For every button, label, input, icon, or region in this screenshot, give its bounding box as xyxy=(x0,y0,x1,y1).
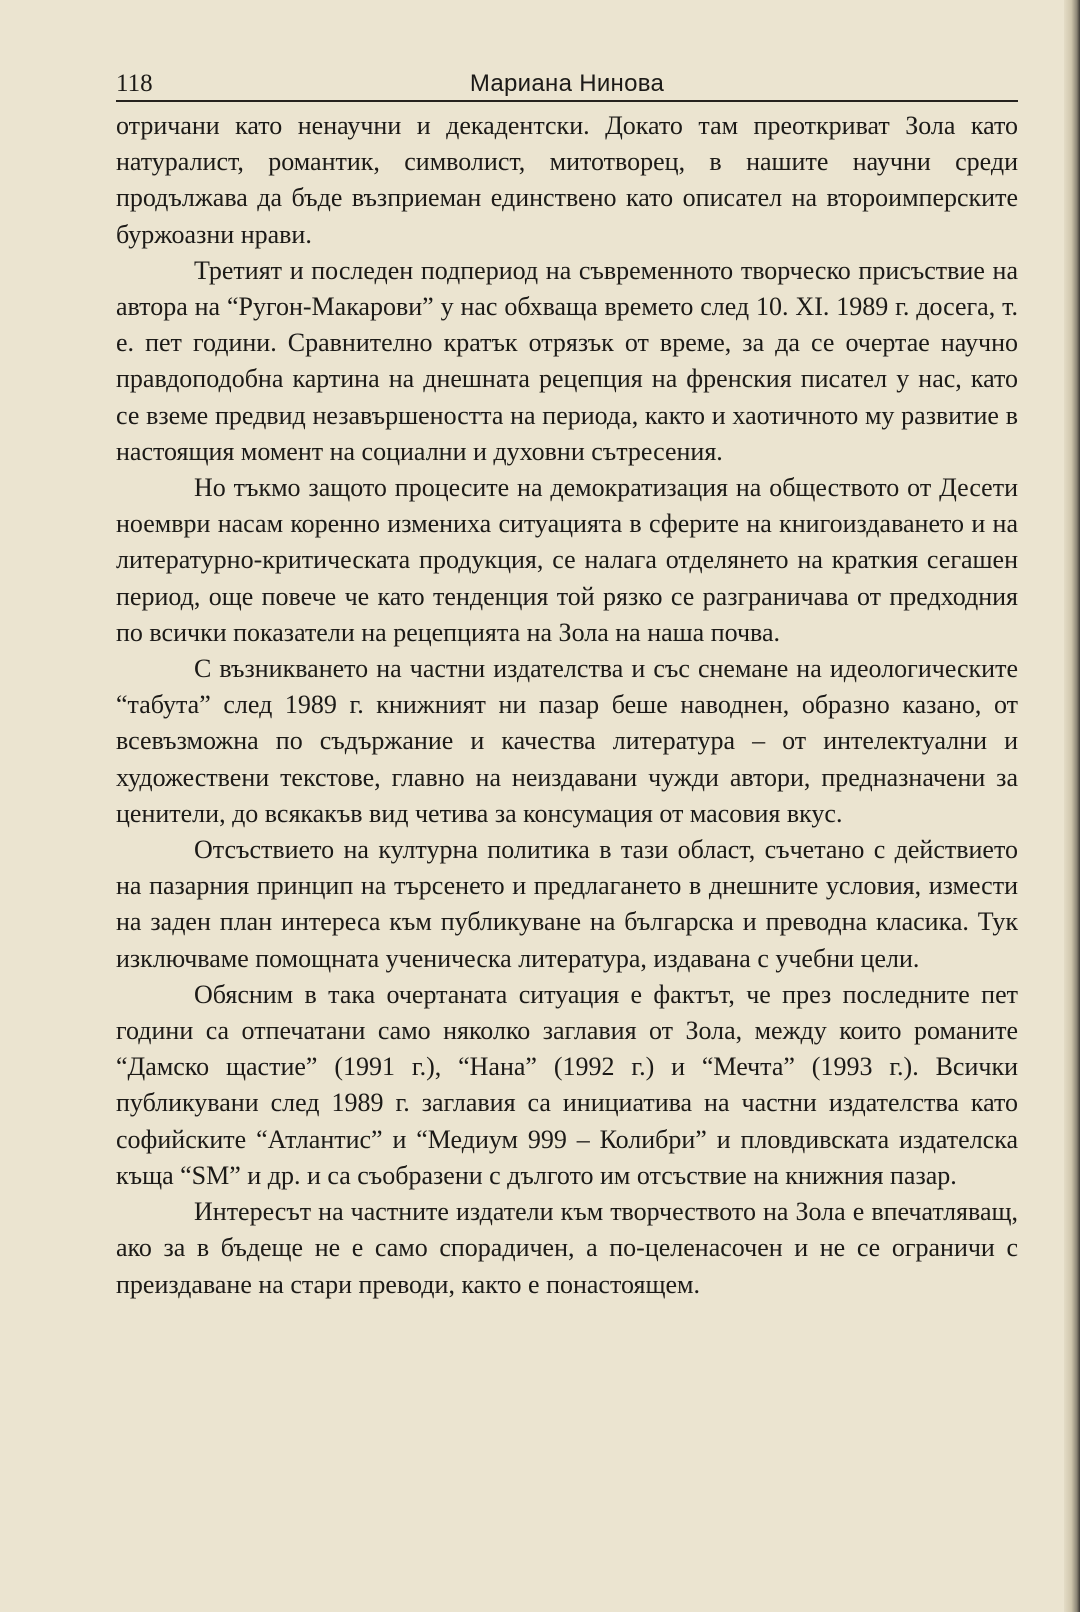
paragraph-6: Обясним в така очертаната ситуация е фактът, че през последните пет години са отпечатани само няколко заглавия от Зола, между които романите “Дамско щастие” (1991 г.), “Нана” (1992 г.) и “Мечта” (1993 г.). Всички публикувани след 1989 г. заглавия са инициатива на частни издателства като софийските “Атлантис” и “Медиум 999 – Колибри” и пловдивската издателска къща “SM” и др. и са съобразени с дългото им отсъствие на книжния пазар. xyxy=(116,979,1018,1190)
page-number: 118 xyxy=(116,70,153,97)
paragraph-7: Интересът на частните издатели към творчеството на Зола е впечатляващ, ако за в бъдеще не е само спорадичен, а по-целенасочен и не се ограничи с преиздаване на стари преводи, както е понастоящем. xyxy=(116,1197,1018,1299)
paragraph-5: Отсъствието на културна политика в тази област, съчетано с действието на пазарния принцип на търсенето и предлагането в днешните условия, измести на заден план интереса към публикуване на българска и преводна класика. Тук изключваме помощната ученическа литература, издавана с учебни цели. xyxy=(116,835,1018,973)
paragraph-1: отричани като ненаучни и декадентски. Докато там преоткриват Зола като натуралист, романтик, символист, митотворец, в нашите научни среди продължава да бъде възприеман единствено като описател на второимперските буржоазни нрави. xyxy=(116,111,1018,249)
paragraph-4: С възникването на частни издателства и със снемане на идеологическите “табута” след 1989 г. книжният ни пазар беше наводнен, образно казано, от всевъзможна по съдържание и качества литература – от интелектуални и художествени текстове, главно на неиздавани чужди автори, предназначени за ценители, до всякакъв вид четива за консумация от масовия вкус. xyxy=(116,654,1018,828)
body-text xyxy=(116,108,1018,1303)
paragraph-3: Но тъкмо защото процесите на демократизация на обществото от Десети ноември насам коренно измениха ситуацията в сферите на книгоиздаването и на литературно-критическата продукция, се налага отделянето на краткия сегашен период, още повече че като тенденция той рязко се разграничава от предходния по всички показатели на рецепцията на Зола на наша почва. xyxy=(116,473,1018,647)
running-head-author: Мариана Нинова xyxy=(469,70,665,97)
running-head xyxy=(116,66,1018,102)
paragraph-2: Третият и последен подпериод на съвременното творческо присъствие на автора на “Ругон-Макарови” у нас обхваща времето след 10. XI. 1989 г. досега, т. е. пет години. Сравнително кратък отрязък от време, за да се очертае научно правдоподобна картина на днешната рецепция на френския писател у нас, като се вземе предвид незавършеността на периода, както и хаотичното му развитие в настоящия момент на социални и духовни сътресения. xyxy=(116,255,1018,466)
book-page xyxy=(116,66,1018,1303)
page-edge-shadow xyxy=(1064,0,1080,1612)
